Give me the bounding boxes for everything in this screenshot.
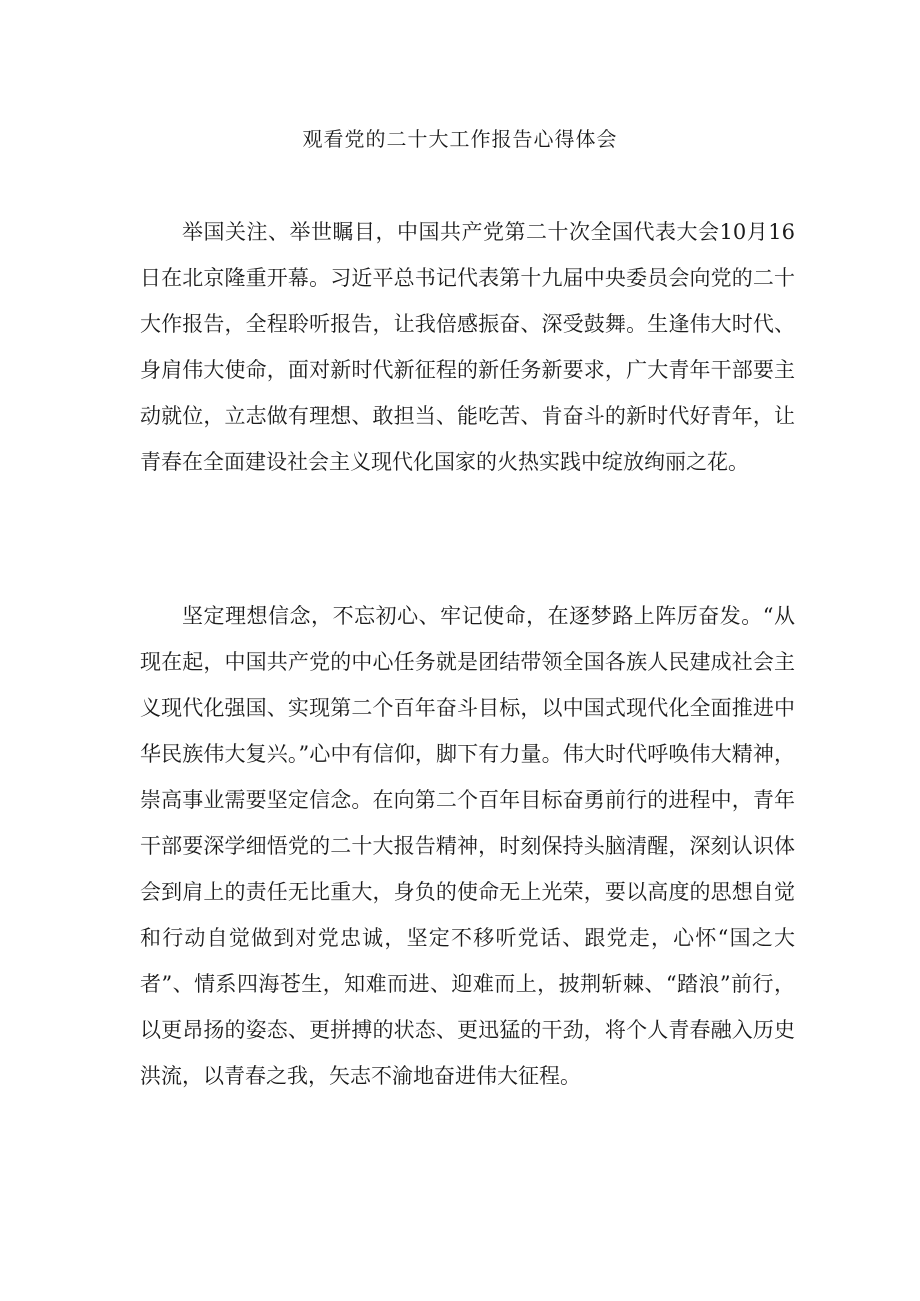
- paragraph-1: 举国关注、举世瞩目，中国共产党第二十次全国代表大会10月16日在北京隆重开幕。习近平总书记代表第十九届中央委员会向党的二十大作报告，全程聆听报告，让我倍感振奋、深受鼓舞。生逢伟大时代、身肩伟大使命，面对新时代新征程的新任务新要求，广大青年干部要主动就位，立志做有理想、敢担当、能吃苦、肯奋斗的新时代好青年，让青春在全面建设社会主义现代化国家的火热实践中绽放绚丽之花。: [140, 220, 795, 474]
- document-title: 观看党的二十大工作报告心得体会: [302, 127, 618, 151]
- paragraph-2: 坚定理想信念，不忘初心、牢记使命，在逐梦路上阵厉奋发。“从现在起，中国共产党的中心任务就是团结带领全国各族人民建成社会主义现代化强国、实现第二个百年奋斗目标，以中国式现代化全面推进中华民族伟大复兴。”心中有信仰，脚下有力量。伟大时代呼唤伟大精神，崇高事业需要坚定信念。在向第二个百年目标奋勇前行的进程中，青年干部要深学细悟党的二十大报告精神，时刻保持头脑清醒，深刻认识体会到肩上的责任无比重大，身负的使命无上光荣，要以高度的思想自觉和行动自觉做到对党忠诚，坚定不移听党话、跟党走，心怀“国之大者”、情系四海苍生，知难而进、迎难而上，披荆斩棘、“踏浪”前行，以更昂扬的姿态、更拼搏的状态、更迅猛的干劲，将个人青春融入历史洪流，以青春之我，矢志不渝地奋进伟大征程。: [140, 604, 795, 1088]
